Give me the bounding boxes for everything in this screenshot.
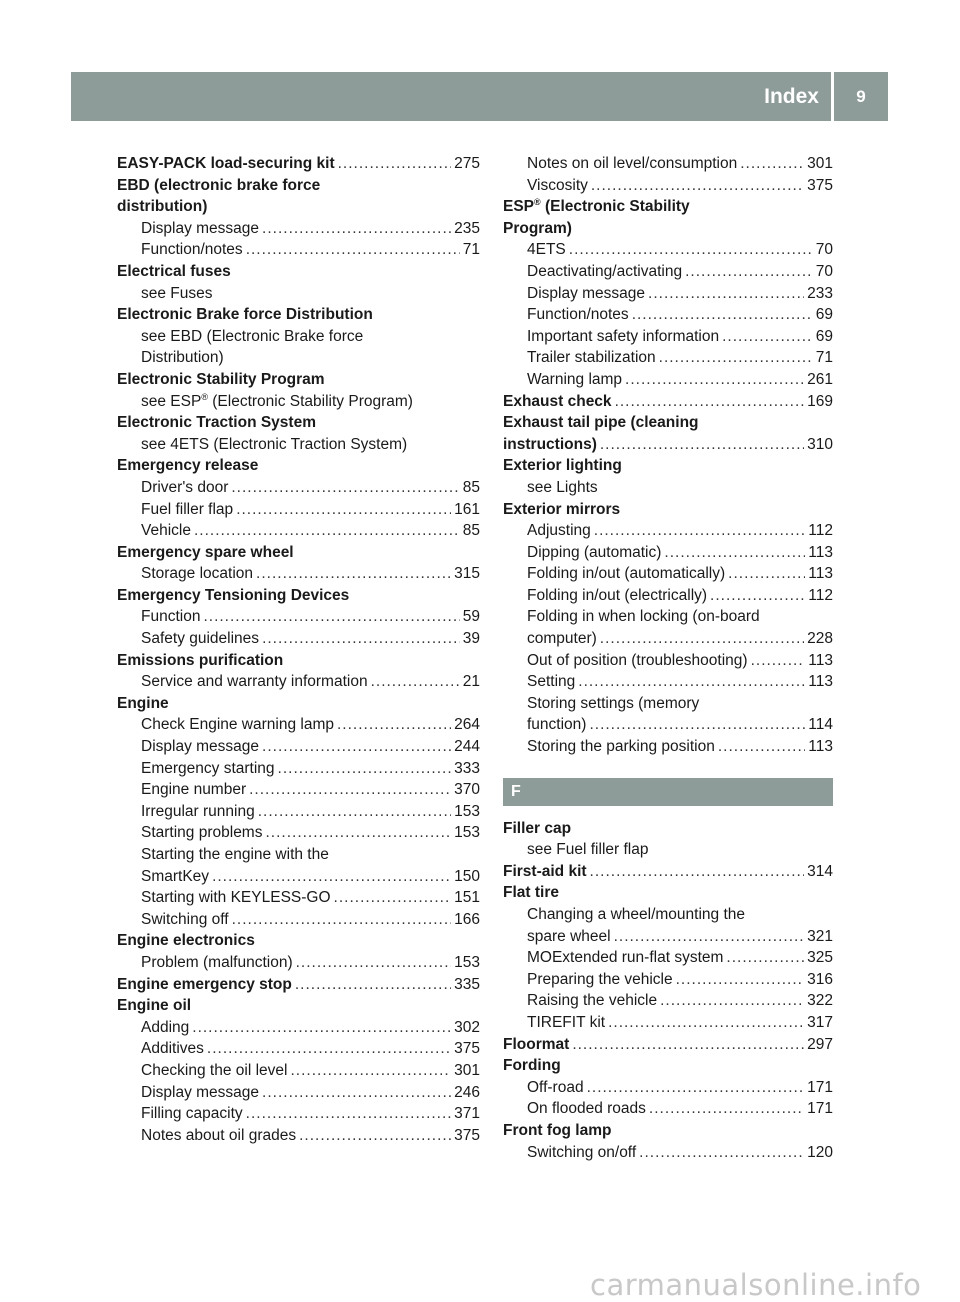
dot-leader <box>722 326 813 348</box>
dot-leader <box>591 175 804 197</box>
dot-leader <box>194 520 460 542</box>
dot-leader <box>718 736 805 758</box>
entry-label: Function/notes <box>527 306 629 324</box>
index-subentry[interactable] <box>117 1017 480 1039</box>
index-subentry[interactable] <box>503 1012 833 1034</box>
page-reference[interactable]: 71 <box>815 349 833 367</box>
page-reference[interactable]: 113 <box>808 651 833 669</box>
index-heading: Flat tire <box>503 884 559 902</box>
page-reference[interactable]: 114 <box>808 716 833 734</box>
entry-label: Storing the parking position <box>527 738 715 756</box>
entry-label: Vehicle <box>141 522 191 540</box>
index-heading: Filler cap <box>503 819 572 837</box>
index-subentry: Changing a wheel/mounting the <box>527 906 746 923</box>
entry-label: Fuel filler flap <box>141 500 234 518</box>
dot-leader <box>648 283 804 305</box>
dot-leader <box>600 628 804 650</box>
index-subentry[interactable] <box>503 520 833 542</box>
entry-label: Display message <box>141 219 260 237</box>
index-subentry: see EBD (Electronic Brake force <box>141 327 364 345</box>
entry-label: Folding in/out (electrically) <box>527 586 708 604</box>
index-subentry[interactable] <box>117 218 480 240</box>
page-title: Index <box>764 84 819 108</box>
index-subentry: see Fuses <box>141 284 213 302</box>
index-heading: Front fog lamp <box>503 1121 612 1139</box>
page-reference[interactable]: 171 <box>807 1078 833 1096</box>
index-subentry: Folding in when locking (on-board <box>527 608 760 626</box>
index-entry[interactable] <box>503 434 833 456</box>
dot-leader <box>587 1077 805 1099</box>
page-reference[interactable]: 301 <box>454 1061 480 1079</box>
index-subentry[interactable] <box>503 585 833 607</box>
dot-leader <box>710 585 805 607</box>
entry-label: Raising the vehicle <box>527 992 658 1010</box>
dot-leader <box>232 909 452 931</box>
dot-leader <box>249 779 451 801</box>
index-entry[interactable] <box>117 153 480 175</box>
page-reference[interactable]: 317 <box>807 1013 833 1031</box>
index-subentry[interactable] <box>503 239 833 261</box>
index-subentry[interactable] <box>117 628 480 650</box>
dot-leader <box>572 1034 804 1056</box>
index-subentry[interactable] <box>117 887 480 909</box>
dot-leader <box>203 606 459 628</box>
index-subentry[interactable] <box>117 801 480 823</box>
dot-leader <box>614 926 805 948</box>
page-reference[interactable]: 264 <box>454 716 480 734</box>
dot-leader <box>660 990 804 1012</box>
page-reference[interactable]: 235 <box>454 219 480 237</box>
dot-leader <box>212 866 451 888</box>
index-subentry[interactable] <box>117 477 480 499</box>
entry-label: MOExtended run-flat system <box>527 949 724 967</box>
index-subentry[interactable] <box>117 866 480 888</box>
dot-leader <box>338 153 452 175</box>
entry-label: Out of position (troubleshooting) <box>527 651 748 669</box>
index-entry[interactable] <box>503 861 833 883</box>
dot-leader <box>334 887 452 909</box>
index-subentry[interactable] <box>503 261 833 283</box>
dot-leader <box>664 542 805 564</box>
page-reference[interactable]: 153 <box>454 953 480 971</box>
page-reference[interactable]: 59 <box>462 608 480 626</box>
index-heading: Engine oil <box>117 997 192 1015</box>
index-subentry: see ESP® (Electronic Stability Program) <box>141 391 413 410</box>
index-subentry[interactable] <box>503 304 833 326</box>
page-reference[interactable]: 301 <box>807 155 833 172</box>
dot-leader <box>337 714 451 736</box>
dot-leader <box>578 671 805 693</box>
dot-leader <box>262 218 451 240</box>
index-subentry[interactable] <box>117 563 480 585</box>
index-subentry[interactable] <box>503 1098 833 1120</box>
entry-label: Switching on/off <box>527 1143 637 1161</box>
entry-label: Driver's door <box>141 478 229 496</box>
entry-label: Trailer stabilization <box>527 349 656 367</box>
index-subentry[interactable] <box>503 153 833 175</box>
dot-leader <box>685 261 813 283</box>
dot-leader <box>649 1098 804 1120</box>
index-subentry: Starting the engine with the <box>141 846 329 863</box>
page-reference[interactable]: 333 <box>454 759 480 777</box>
index-subentry[interactable] <box>503 990 833 1012</box>
index-subentry[interactable] <box>503 650 833 672</box>
index-subentry[interactable] <box>117 736 480 758</box>
entry-label: Important safety information <box>527 327 720 345</box>
entry-label: Switching off <box>141 910 229 928</box>
page-reference[interactable]: 113 <box>808 543 833 561</box>
index-subentry[interactable] <box>117 758 480 780</box>
dot-leader <box>632 304 813 326</box>
page-reference[interactable]: 244 <box>454 738 480 756</box>
watermark: carmanualsonline.info <box>590 1268 922 1302</box>
entry-label: computer) <box>527 630 597 648</box>
page-reference[interactable]: 113 <box>808 738 833 756</box>
dot-leader <box>295 974 451 996</box>
entry-label: Service and warranty information <box>141 673 368 691</box>
entry-label: Emergency starting <box>141 759 275 777</box>
index-subentry[interactable] <box>117 1082 480 1104</box>
dot-leader <box>256 563 451 585</box>
page-reference[interactable]: 153 <box>454 824 480 842</box>
index-subentry: see Fuel filler flap <box>527 841 649 859</box>
entry-label: instructions) <box>503 435 597 453</box>
dot-leader <box>265 822 451 844</box>
header-title-box <box>71 72 831 121</box>
dot-leader <box>290 1060 451 1082</box>
index-subentry[interactable] <box>117 1060 480 1082</box>
index-subentry[interactable] <box>117 714 480 736</box>
entry-label: Setting <box>527 673 576 691</box>
page-reference[interactable]: 246 <box>454 1083 480 1101</box>
index-subentry[interactable] <box>503 175 833 197</box>
entry-label: Additives <box>141 1040 204 1058</box>
index-subentry[interactable] <box>117 671 480 693</box>
index-entry[interactable] <box>503 391 833 413</box>
dot-leader <box>728 563 805 585</box>
entry-label: Adjusting <box>527 522 591 540</box>
dot-leader <box>594 520 806 542</box>
dot-leader <box>278 758 452 780</box>
index-subentry: Storing settings (memory <box>527 694 700 712</box>
entry-label: Exhaust check <box>503 392 612 410</box>
index-subentry[interactable] <box>117 1038 480 1060</box>
page-reference[interactable]: 150 <box>454 867 480 885</box>
dot-leader <box>236 499 451 521</box>
index-subentry: see 4ETS (Electronic Traction System) <box>141 435 408 453</box>
entry-label: Starting with KEYLESS-GO <box>141 889 331 907</box>
index-subentry[interactable] <box>503 563 833 585</box>
dot-leader <box>600 434 804 456</box>
entry-label: Filling capacity <box>141 1105 243 1123</box>
page-reference[interactable]: 113 <box>808 673 833 691</box>
page-reference[interactable]: 85 <box>462 478 480 496</box>
page-header <box>71 72 888 121</box>
page-reference[interactable]: 261 <box>807 370 833 388</box>
entry-label: Storage location <box>141 565 254 583</box>
index-subentry[interactable] <box>503 628 833 650</box>
index-subentry: see Lights <box>527 478 598 496</box>
index-subentry[interactable] <box>117 1103 480 1125</box>
index-heading: Exhaust tail pipe (cleaning <box>503 414 699 432</box>
page-reference[interactable]: 69 <box>815 306 833 324</box>
page-reference[interactable]: 310 <box>807 435 833 453</box>
page-reference[interactable]: 153 <box>454 802 480 820</box>
dot-leader <box>299 1125 451 1147</box>
index-heading: EBD (electronic brake force <box>117 176 321 194</box>
entry-label: Dipping (automatic) <box>527 543 662 561</box>
entry-label: Check Engine warning lamp <box>141 716 334 734</box>
page-reference[interactable]: 233 <box>807 284 833 302</box>
page-reference[interactable]: 169 <box>807 392 833 410</box>
index-heading: Exterior lighting <box>503 457 622 475</box>
entry-label: Notes about oil grades <box>141 1126 297 1144</box>
page-reference[interactable]: 166 <box>454 910 480 928</box>
index-subentry[interactable] <box>503 326 833 348</box>
index-subentry: Distribution) <box>141 349 224 367</box>
entry-label: Engine emergency stop <box>117 975 292 993</box>
entry-label: First-aid kit <box>503 862 587 880</box>
page-reference[interactable]: 39 <box>462 630 480 648</box>
index-entry[interactable] <box>117 974 480 996</box>
entry-label: Problem (malfunction) <box>141 953 293 971</box>
entry-label: Folding in/out (automatically) <box>527 565 726 583</box>
page-reference[interactable]: 314 <box>807 862 833 880</box>
page-reference[interactable]: 171 <box>807 1100 833 1118</box>
index-heading: Electronic Brake force Distribution <box>117 306 373 324</box>
index-subentry[interactable] <box>503 969 833 991</box>
index-heading: Electronic Stability Program <box>117 370 325 388</box>
entry-label: Display message <box>141 1083 260 1101</box>
index-heading: Emergency spare wheel <box>117 543 294 561</box>
page-reference[interactable]: 375 <box>454 1126 480 1144</box>
index-subentry[interactable] <box>503 283 833 305</box>
entry-label: Function/notes <box>141 241 243 259</box>
index-subentry[interactable] <box>117 520 480 542</box>
page-reference[interactable]: 297 <box>807 1035 833 1053</box>
dot-leader <box>639 1142 804 1164</box>
dot-leader <box>751 650 806 672</box>
index-heading: distribution) <box>117 198 208 216</box>
index-subentry[interactable] <box>117 952 480 974</box>
index-heading: Exterior mirrors <box>503 500 621 518</box>
page-reference[interactable]: 315 <box>454 565 480 583</box>
index-subentry[interactable] <box>117 779 480 801</box>
page-reference[interactable]: 316 <box>807 970 833 988</box>
section-header-f: F <box>503 778 833 806</box>
entry-label: Warning lamp <box>527 370 623 388</box>
index-subentry[interactable] <box>503 714 833 736</box>
dot-leader <box>262 1082 451 1104</box>
entry-label: function) <box>527 716 587 734</box>
index-subentry[interactable] <box>503 671 833 693</box>
index-subentry[interactable] <box>503 347 833 369</box>
entry-label: Display message <box>527 284 646 302</box>
dot-leader <box>590 861 805 883</box>
index-heading: Emergency release <box>117 457 259 475</box>
index-subentry[interactable] <box>503 736 833 758</box>
entry-label: Starting problems <box>141 824 263 842</box>
index-heading: Engine electronics <box>117 932 255 950</box>
index-heading: ESP® (Electronic Stability <box>503 197 690 216</box>
dot-leader <box>625 369 804 391</box>
page-reference[interactable]: 161 <box>454 500 480 518</box>
index-heading: Emissions purification <box>117 651 284 669</box>
page-reference[interactable]: 120 <box>807 1143 833 1161</box>
entry-label: Function <box>141 608 201 626</box>
dot-leader <box>262 628 460 650</box>
entry-label: Adding <box>141 1018 190 1036</box>
page-reference[interactable]: 113 <box>808 565 833 583</box>
index-subentry[interactable] <box>117 909 480 931</box>
index-heading: Engine <box>117 694 169 712</box>
index-heading: Electronic Traction System <box>117 414 316 432</box>
index-subentry[interactable] <box>117 822 480 844</box>
entry-label: Display message <box>141 738 260 756</box>
page-reference[interactable]: 151 <box>454 889 480 907</box>
page-reference[interactable]: 85 <box>462 522 480 540</box>
dot-leader <box>676 969 805 991</box>
entry-label: SmartKey <box>141 867 210 885</box>
dot-leader <box>231 477 459 499</box>
entry-label: spare wheel <box>527 927 611 945</box>
page-reference[interactable]: 70 <box>815 241 833 259</box>
dot-leader <box>296 952 452 974</box>
index-heading: Emergency Tensioning Devices <box>117 586 350 604</box>
dot-leader <box>246 239 460 261</box>
index-entry[interactable] <box>503 1034 833 1056</box>
index-subentry[interactable] <box>503 1077 833 1099</box>
entry-label: Engine number <box>141 781 247 799</box>
index-subentry[interactable] <box>503 1142 833 1164</box>
index-subentry[interactable] <box>117 239 480 261</box>
index-subentry[interactable] <box>503 369 833 391</box>
page-reference[interactable]: 302 <box>454 1018 480 1036</box>
page-reference[interactable]: 375 <box>454 1040 480 1058</box>
index-subentry[interactable] <box>117 606 480 628</box>
page-reference[interactable]: 322 <box>807 992 833 1010</box>
entry-label: Floormat <box>503 1035 570 1053</box>
page-reference[interactable]: 69 <box>815 327 833 345</box>
index-subentry[interactable] <box>117 499 480 521</box>
entry-label: Notes on oil level/consumption <box>527 155 738 172</box>
dot-leader <box>608 1012 804 1034</box>
entry-label: Checking the oil level <box>141 1061 288 1079</box>
index-subentry[interactable] <box>117 1125 480 1147</box>
dot-leader <box>589 714 805 736</box>
header-page-box <box>834 72 888 121</box>
dot-leader <box>258 801 451 823</box>
index-subentry[interactable] <box>503 542 833 564</box>
dot-leader <box>615 391 805 413</box>
index-subentry[interactable] <box>503 947 833 969</box>
dot-leader <box>726 947 804 969</box>
entry-label: Safety guidelines <box>141 630 260 648</box>
dot-leader <box>740 153 804 175</box>
page-reference[interactable]: 112 <box>808 586 833 604</box>
entry-label: EASY-PACK load-securing kit <box>117 155 335 172</box>
index-subentry[interactable] <box>503 926 833 948</box>
index-column-left <box>117 153 480 1146</box>
index-heading: Electrical fuses <box>117 262 231 280</box>
entry-label: Off-road <box>527 1078 584 1096</box>
page-reference[interactable]: 371 <box>454 1105 480 1123</box>
entry-label: Deactivating/activating <box>527 262 683 280</box>
page-reference[interactable]: 112 <box>808 522 833 540</box>
index-heading: Program) <box>503 219 572 237</box>
page-reference[interactable]: 275 <box>454 155 480 172</box>
entry-label: On flooded roads <box>527 1100 646 1118</box>
page-reference[interactable]: 70 <box>815 262 833 280</box>
dot-leader <box>262 736 451 758</box>
page-reference[interactable]: 321 <box>807 927 833 945</box>
page-reference[interactable]: 71 <box>462 241 480 259</box>
page-reference[interactable]: 325 <box>807 949 833 967</box>
entry-label: TIREFIT kit <box>527 1013 606 1031</box>
entry-label: Viscosity <box>527 176 588 194</box>
entry-label: 4ETS <box>527 241 566 259</box>
page-reference[interactable]: 21 <box>462 673 480 691</box>
page-reference[interactable]: 375 <box>807 176 833 194</box>
page-reference[interactable]: 228 <box>807 630 833 648</box>
dot-leader <box>569 239 813 261</box>
index-heading: Fording <box>503 1057 561 1075</box>
page-reference[interactable]: 370 <box>454 781 480 799</box>
index-column-right <box>503 153 833 1163</box>
dot-leader <box>371 671 460 693</box>
entry-label: Irregular running <box>141 802 255 820</box>
entry-label: Preparing the vehicle <box>527 970 673 988</box>
dot-leader <box>207 1038 451 1060</box>
page-number: 9 <box>856 86 866 106</box>
dot-leader <box>192 1017 451 1039</box>
dot-leader <box>659 347 813 369</box>
dot-leader <box>246 1103 451 1125</box>
page-reference[interactable]: 335 <box>454 975 480 993</box>
